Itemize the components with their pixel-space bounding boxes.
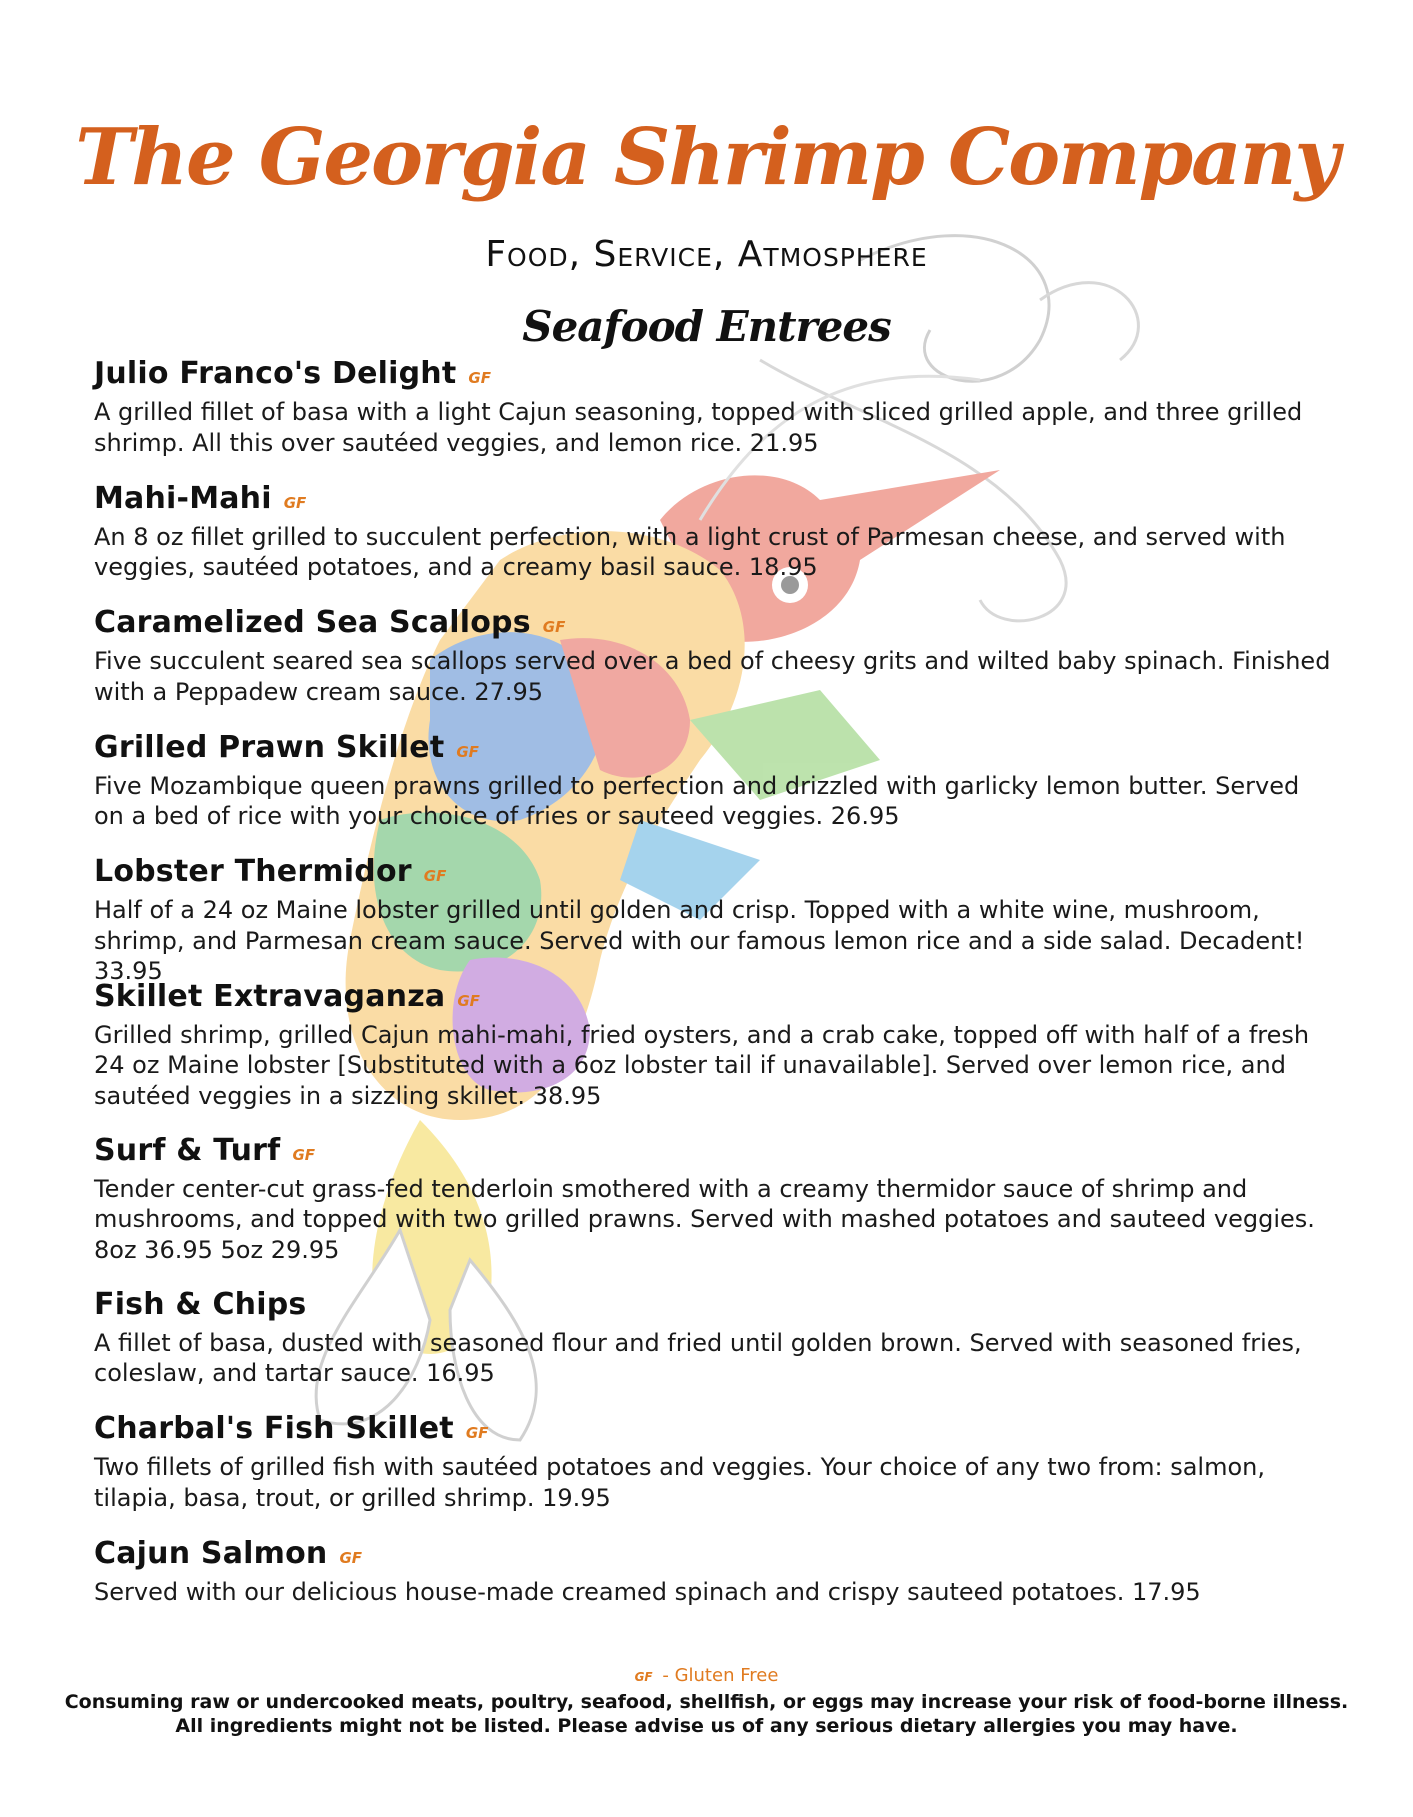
menu-item-name: Cajun Salmon	[94, 1535, 328, 1571]
menu-item	[94, 356, 1334, 481]
menu-item-name: Grilled Prawn Skillet	[94, 729, 445, 765]
menu-item	[94, 1287, 1334, 1412]
gluten-free-badge: GF	[457, 991, 480, 1010]
gluten-free-badge: GF	[468, 369, 491, 387]
menu-item-description: Grilled shrimp, grilled Cajun mahi-mahi, fried oysters, and a crab cake, topped off with half of a fresh 24 oz Maine lobster [Substituted with a 6oz lobster tail if unavailable]. Served over lemon rice, and sautéed veggies in a sizzling skillet. 38.95	[94, 1020, 1310, 1110]
menu-item-name: Fish & Chips	[94, 1286, 307, 1322]
menu-item	[94, 605, 1334, 730]
gluten-free-badge: GF	[339, 1548, 363, 1567]
disclaimer-line: Consuming raw or undercooked meats, poultry, seafood, shellfish, or eggs may increase your risk of food-borne illness.	[64, 1691, 1349, 1713]
menu-item-name: Skillet Extravaganza	[94, 978, 446, 1014]
menu-item-description: Five succulent seared sea scallops served over a bed of cheesy grits and wilted baby spinach. Finished with a Peppadew cream sauce. 27.95	[94, 647, 1331, 706]
menu-item-name: Caramelized Sea Scallops	[94, 605, 531, 640]
menu-item	[94, 730, 1334, 855]
gluten-free-badge: GF	[423, 867, 447, 885]
restaurant-title: The Georgia Shrimp Company	[75, 112, 1338, 203]
gluten-free-badge: GF	[456, 742, 479, 761]
gluten-free-badge: GF	[465, 1424, 489, 1442]
disclaimer-line: All ingredients might not be listed. Please advise us of any serious dietary allergies you may have.	[175, 1715, 1238, 1737]
menu-item-description: An 8 oz fillet grilled to succulent perfection, with a light crust of Parmesan cheese, and served with veggies, sautéed potatoes, and a creamy basil sauce. 18.95	[94, 522, 1286, 581]
allergy-disclaimer	[0, 1690, 1413, 1738]
menu-item-description: Half of a 24 oz Maine lobster grilled until golden and crisp. Topped with a white wine, mushroom, shrimp, and Parmesan cream sauce. Served with our famous lemon rice and a side salad. Decadent! 33.95	[94, 896, 1305, 985]
gluten-free-legend-mark: GF	[634, 1670, 653, 1684]
menu-item	[94, 1536, 1334, 1661]
section-title: Seafood Entrees	[522, 302, 891, 351]
menu-item-description: Served with our delicious house-made creamed spinach and crispy sauteed potatoes. 17.95	[94, 1577, 1201, 1606]
gluten-free-badge: GF	[292, 1145, 315, 1164]
restaurant-tagline: Food, Service, Atmosphere	[485, 234, 928, 275]
menu-item	[94, 481, 1334, 606]
menu-item	[94, 1411, 1334, 1536]
gluten-free-badge: GF	[542, 618, 566, 636]
gluten-free-legend	[0, 1665, 1413, 1686]
menu-item-name: Mahi-Mahi	[94, 480, 272, 516]
menu-item-description: Two fillets of grilled fish with sautéed potatoes and veggies. Your choice of any two from: salmon, tilapia, basa, trout, or grilled shrimp. 19.95	[94, 1453, 1265, 1512]
menu-item-description: A grilled fillet of basa with a light Cajun seasoning, topped with sliced grilled apple, and three grilled shrimp. All this over sautéed veggies, and lemon rice. 21.95	[94, 398, 1303, 457]
gluten-free-legend-text: - Gluten Free	[662, 1665, 779, 1686]
menu-item	[94, 854, 1334, 985]
gluten-free-badge: GF	[283, 493, 307, 512]
menu-item-description: Tender center-cut grass-fed tenderloin smothered with a creamy thermidor sauce of shrimp and mushrooms, and topped with two grilled prawns. Served with mashed potatoes and sauteed veggies. 8oz 36.95 5oz 29.95	[94, 1174, 1315, 1264]
menu-item-name: Surf & Turf	[94, 1132, 281, 1168]
menu-items-list	[94, 356, 1334, 1660]
menu-item	[94, 979, 1334, 1133]
menu-item-name: Charbal's Fish Skillet	[94, 1411, 454, 1446]
menu-item-description: A fillet of basa, dusted with seasoned flour and fried until golden brown. Served with seasoned fries, coleslaw, and tartar sauce. 16.95	[94, 1328, 1302, 1387]
menu-item-name: Julio Franco's Delight	[94, 356, 457, 391]
menu-item-name: Lobster Thermidor	[94, 854, 412, 889]
menu-item-description: Five Mozambique queen prawns grilled to perfection and drizzled with garlicky lemon butter. Served on a bed of rice with your choice of fries or sauteed veggies. 26.95	[94, 771, 1300, 830]
menu-item	[94, 1133, 1334, 1287]
